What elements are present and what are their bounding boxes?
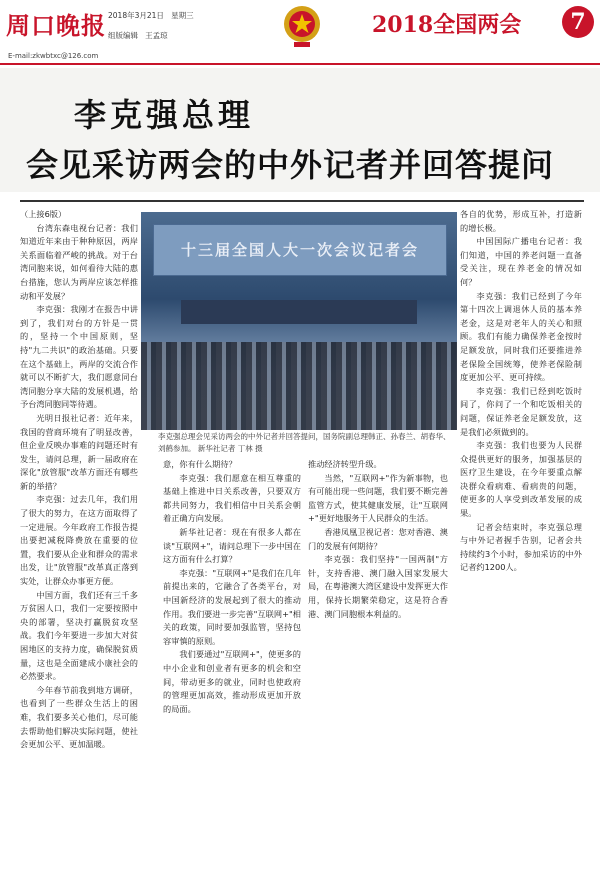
- paragraph: 台湾东森电视台记者：我们知道近年来由于种种原因，两岸关系面临着严峻的挑战。对于台湾同胞来说，如何看待大陆的惠台措施，您认为两岸应该怎样推动和平发展？: [20, 222, 138, 301]
- paragraph: 李克强：我们愿意在相互尊重的基础上推进中日关系改善，只要双方都共同努力，我们相信中日关系会朝着正确方向发展。: [163, 472, 301, 524]
- paragraph: 当然，"互联网+"作为新事物，也有可能出现一些问题，我们要不断完善监管方式，使其健康发展，让"互联网+"更好地服务于人民群众的生活。: [308, 472, 448, 524]
- paragraph: 推动经济转型升级。: [308, 459, 382, 469]
- paragraph: 中国方面，我们还有三千多万贫困人口，我们一定要按照中央的部署，坚决打赢脱贫攻坚战。我们今年要进一步加大对贫困地区的支持力度，确保脱贫质量，这也是全面建成小康社会的必然要求。: [20, 589, 138, 682]
- issue-weekday: 星期三: [171, 11, 194, 20]
- paragraph: 李克强："互联网+"是我们在几年前提出来的，它融合了各类平台，对中国新经济的发展起到了很大的推动作用。我们要进一步完善"互联网+"相关的政策，同时要加强监管，坚持包容审慎的原则。: [163, 567, 301, 646]
- paragraph: 李克强：我们坚持"一国两制"方针，支持香港、澳门融入国家发展大局，在粤港澳大湾区建设中发挥更大作用，保持长期繁荣稳定，这是符合香港、澳门同胞根本利益的。: [308, 554, 448, 619]
- paragraph: 中国国际广播电台记者：我们知道，中国的养老问题一直备受关注，现在养老金的情况如何？: [460, 236, 582, 287]
- event-title: 2018全国两会: [372, 12, 522, 38]
- paragraph: 新华社记者：现在有很多人都在谈"互联网+"，请问总理下一步中国在这方面有什么打算？: [163, 526, 301, 565]
- paragraph: 我们要通过"互联网+"，使更多的中小企业和创业者有更多的机会和空间，带动更多的就业，同时也使政府的管理更加高效，推动形成更加开放的局面。: [163, 649, 301, 714]
- press-conference-photo: [141, 212, 457, 430]
- paragraph: 香港凤凰卫视记者：您对香港、澳门的发展有何期待？: [308, 526, 448, 551]
- paragraph: 光明日报社记者：近年来，我国的营商环境有了明显改善，但企业反映办事难的问题还时有发生，请问总理，新一届政府在深化"放管服"改革方面还有哪些新的举措？: [20, 412, 138, 491]
- header-divider: [0, 63, 600, 65]
- headline-line-2: 会见采访两会的中外记者并回答提问: [26, 146, 555, 184]
- photo-banner: [153, 224, 447, 276]
- paragraph: 记者会结束时，李克强总理与中外记者握手告别，记者会共持续约3个小时，参加采访的中外记者约1200人。: [460, 521, 582, 573]
- date-info: [108, 10, 194, 42]
- paragraph: 李克强：我们已经到了今年第十四次上调退休人员的基本养老金，这是对老年人的关心和照顾。我们有能力确保养老金按时足额发放，同时我们还要推进养老保险全国统筹，使养老保险制度更加公平、更可持续。: [460, 290, 582, 383]
- photo-stage: [181, 300, 417, 324]
- masthead: 周口晚报: [6, 11, 106, 40]
- editor-name: 王孟琼: [145, 31, 168, 40]
- issue-date: 2018年3月21日: [108, 11, 164, 20]
- article-column-2: [163, 458, 301, 878]
- paragraph: 李克强：我刚才在报告中讲到了，我们对台的方针是一贯的，坚持一个中国原则，坚持"九二共识"的政治基础。只要在这个基础上，两岸的交流合作就可以不断扩大，我们愿意同台湾同胞分享大陆的发展机遇，给予台湾同胞同等待遇。: [20, 304, 138, 410]
- photo-audience: [141, 342, 457, 430]
- headline-divider: [20, 200, 584, 202]
- paragraph: 各自的优势，形成互补，打造新的增长极。: [460, 209, 582, 233]
- page-number-badge: 7: [562, 6, 594, 38]
- paragraph: 今年春节前我到地方调研，也看到了一些群众生活上的困难，我们要多关心他们，尽可能去帮助他们解决实际问题，使社会更加公平、更加温暖。: [20, 684, 138, 750]
- paragraph: 意，你有什么期待？: [163, 459, 237, 469]
- paragraph: （上接6版）: [20, 209, 67, 219]
- article-column-4: [460, 208, 582, 878]
- article-column-3: [308, 458, 448, 878]
- headline-line-1: 李克强总理: [74, 96, 255, 134]
- photo-banner-text: 十三届全国人大一次会议记者会: [180, 241, 419, 259]
- paragraph: 李克强：过去几年，我们用了很大的努力，在这方面取得了一定进展。今年政府工作报告提出要把减税降费放在重要的位置，我们要从企业和群众的需求出发，让"放管服"改革真正落到实处，让群众办事更方便。: [20, 494, 138, 587]
- editor-label: 组版编辑: [108, 31, 138, 40]
- paragraph: 李克强：我们也要为人民群众提供更好的服务，加强基层的医疗卫生建设，在今年要重点解决群众看病难、看病贵的问题，使更多的人享受到改革发展的成果。: [460, 440, 582, 519]
- national-emblem-icon: [282, 4, 322, 48]
- photo-caption: 李克强总理会见采访两会的中外记者并回答提问，国务院副总理韩正、孙春兰、胡春华、刘鹤参加。 新华社记者 丁林 摄: [158, 432, 451, 453]
- page-header: [0, 0, 600, 62]
- article-column-1: [20, 208, 138, 878]
- contact-email[interactable]: E-mail:zkwbtxc@126.com: [8, 52, 99, 60]
- paragraph: 李克强：我们已经到吃饭时间了，你问了一个和吃饭相关的问题，保证养老金足额发放，这是我们必须做到的。: [460, 385, 582, 437]
